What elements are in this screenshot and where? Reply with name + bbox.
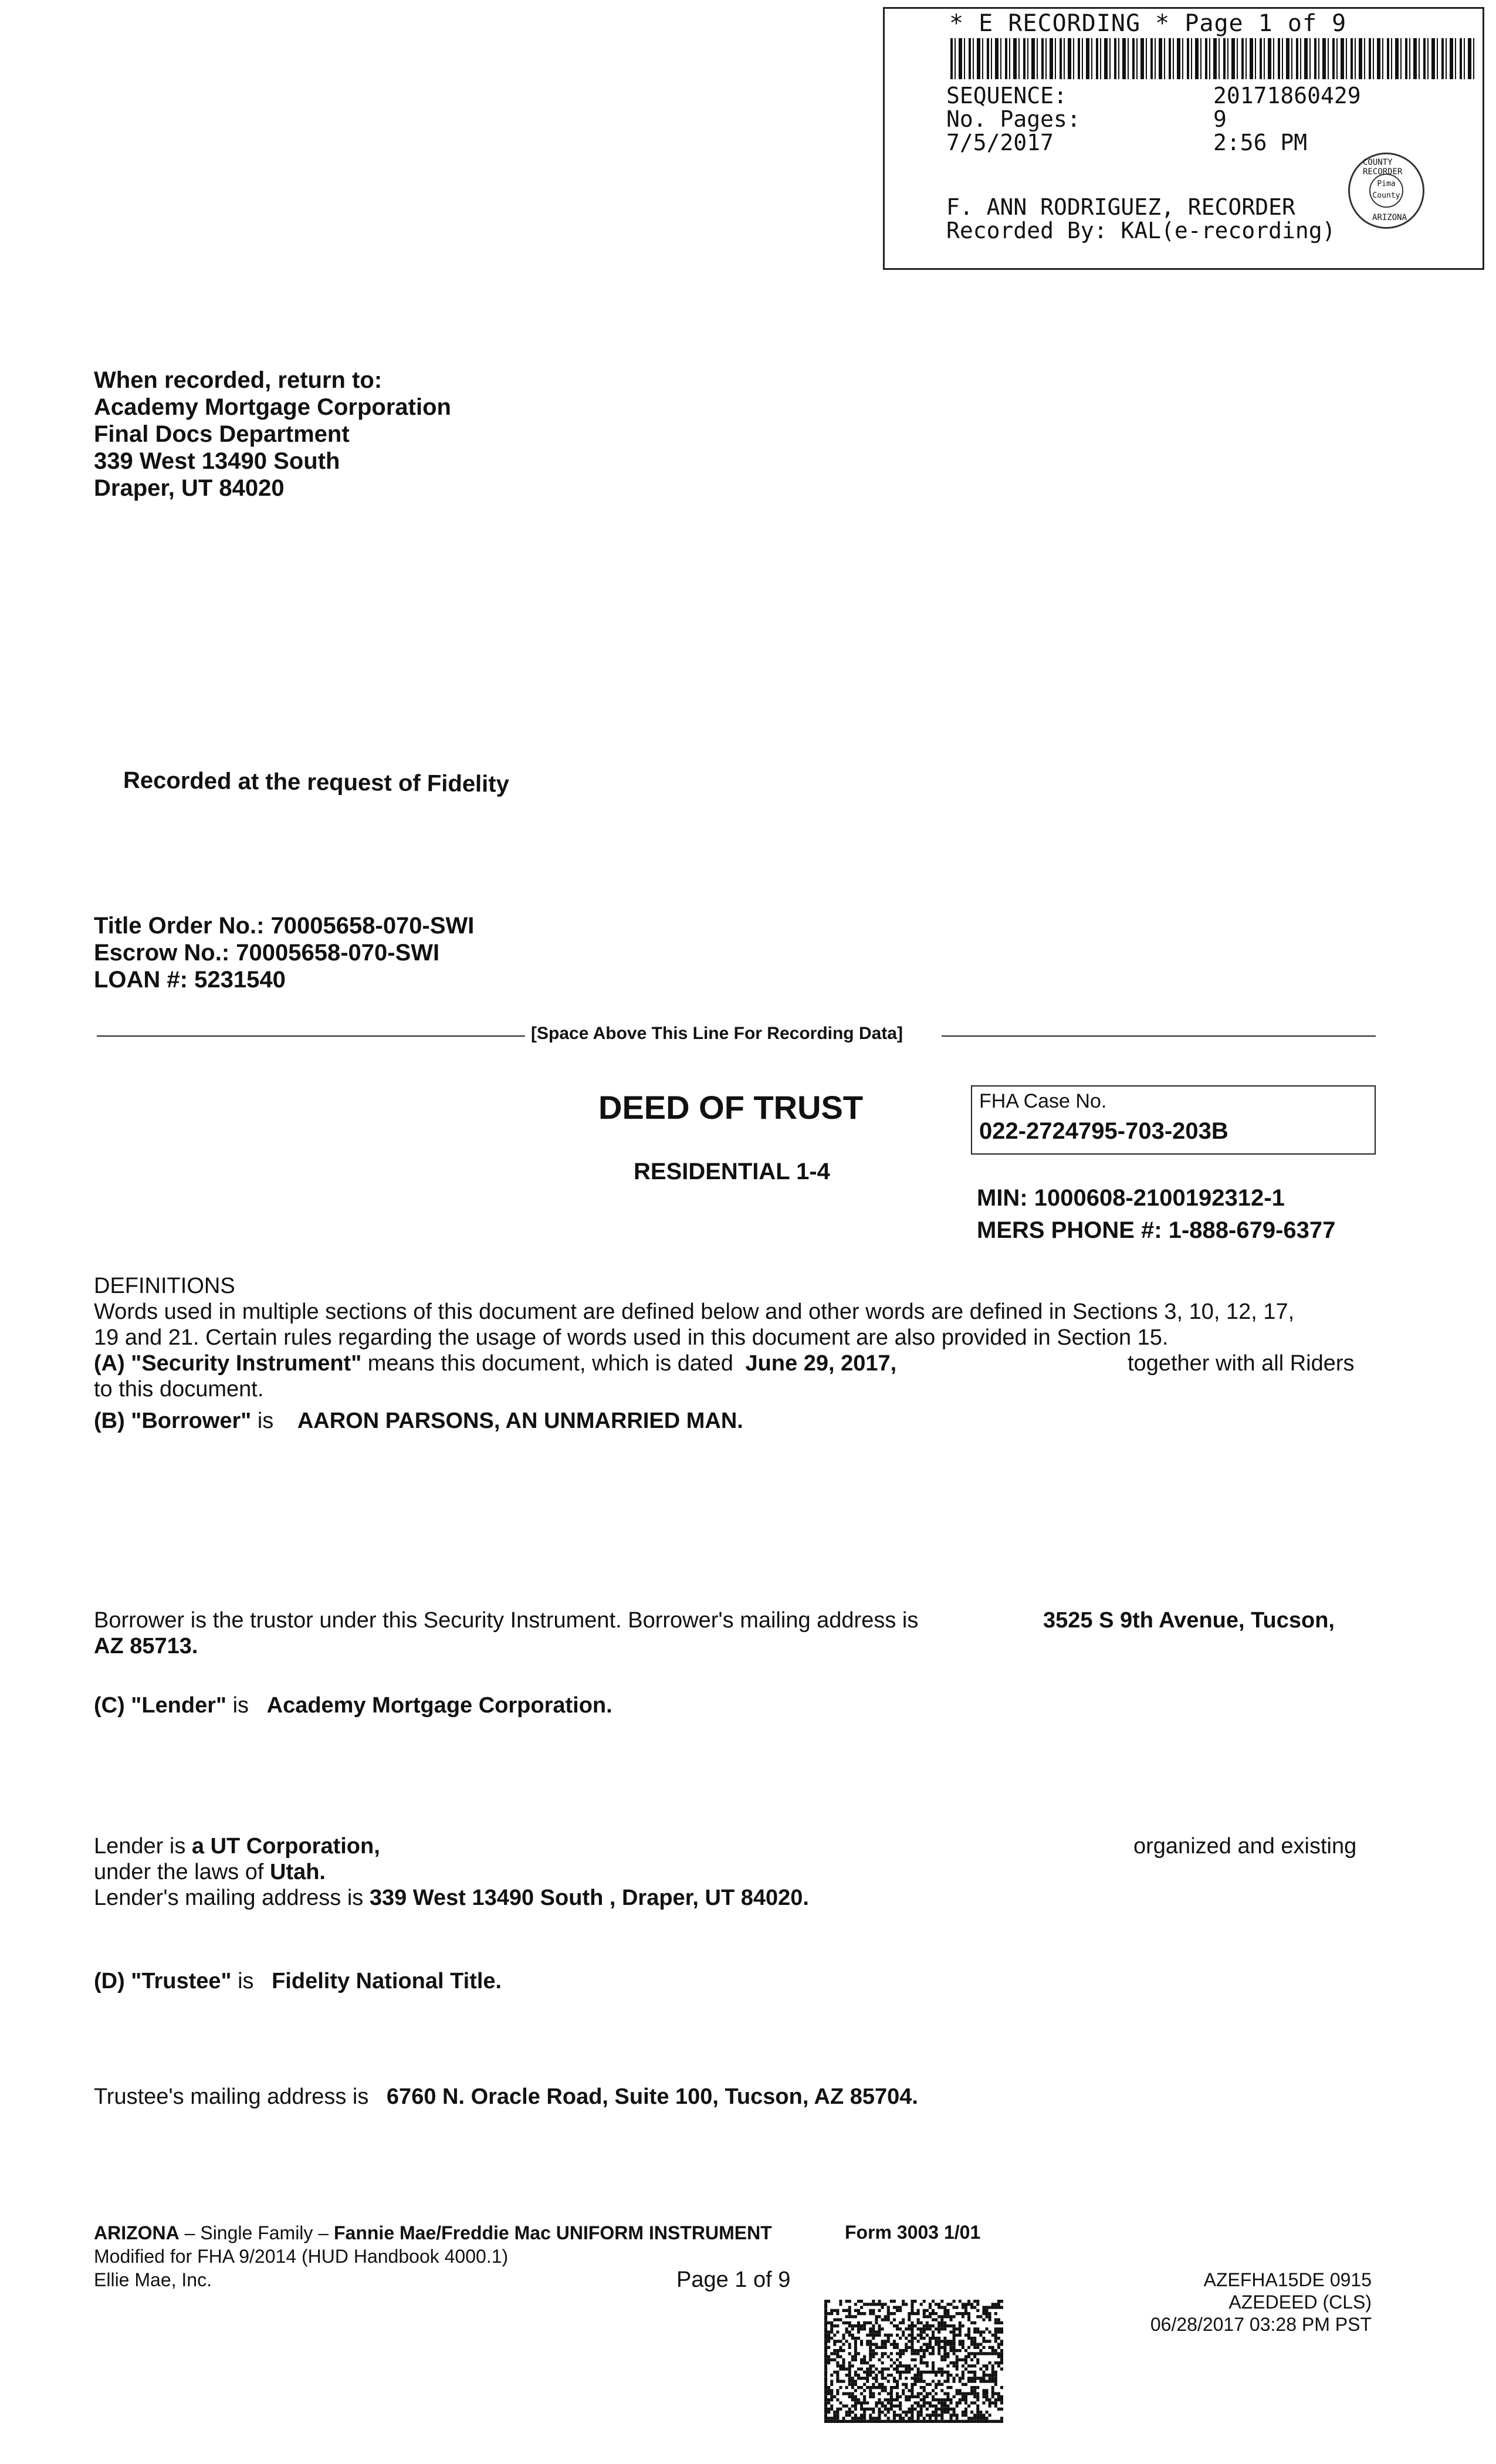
document-subtitle: RESIDENTIAL 1-4 bbox=[634, 1159, 830, 1184]
recorder-name: F. ANN RODRIGUEZ, RECORDER bbox=[946, 194, 1295, 220]
borrower-address-text: Borrower is the trustor under this Security Instrument. Borrower's mailing address is bbox=[94, 1608, 919, 1633]
title-order-no: Title Order No.: 70005658-070-SWI bbox=[94, 913, 475, 939]
recorded-request-stamp: Recorded at the request of Fidelity bbox=[123, 767, 510, 797]
escrow-no: Escrow No.: 70005658-070-SWI bbox=[94, 940, 440, 966]
definition-a bbox=[94, 1351, 896, 1376]
borrower-address-2: AZ 85713. bbox=[94, 1634, 198, 1659]
recorded-by: Recorded By: KAL(e-recording) bbox=[946, 218, 1336, 243]
definition-d-term: (D) "Trustee" bbox=[94, 1969, 232, 1993]
pages-label: No. Pages: bbox=[946, 106, 1081, 132]
min-number: MIN: 1000608-2100192312-1 bbox=[977, 1185, 1285, 1211]
order-info bbox=[94, 912, 474, 993]
lender-laws-line: under the laws of Utah. bbox=[94, 1860, 326, 1884]
return-to-label: When recorded, return to: bbox=[94, 367, 383, 393]
pages-value: 9 bbox=[1213, 106, 1227, 132]
return-company: Academy Mortgage Corporation bbox=[94, 394, 451, 420]
lender-address-line: Lender's mailing address is 339 West 13490 South , Draper, UT 84020. bbox=[94, 1886, 809, 1910]
separator-right bbox=[942, 1035, 1376, 1037]
record-date: 7/5/2017 bbox=[946, 130, 1054, 155]
definitions-heading: DEFINITIONS bbox=[94, 1274, 235, 1298]
definition-a-text: means this document, which is dated bbox=[367, 1351, 733, 1376]
record-time: 2:56 PM bbox=[1213, 130, 1308, 155]
definition-a-date: June 29, 2017, bbox=[745, 1351, 897, 1376]
datamatrix-barcode-icon bbox=[824, 2300, 1003, 2423]
return-dept: Final Docs Department bbox=[94, 421, 350, 447]
definition-b-term: (B) "Borrower" bbox=[94, 1409, 252, 1433]
loan-no: LOAN #: 5231540 bbox=[94, 967, 286, 993]
definition-d bbox=[94, 1968, 502, 1994]
footer-doc-codes: AZEFHA15DE 0915 AZEDEED (CLS) 06/28/2017 03:28 PM PST bbox=[1150, 2269, 1372, 2335]
return-address bbox=[94, 367, 451, 502]
definition-a-tail: together with all Riders bbox=[1128, 1351, 1355, 1376]
mers-phone: MERS PHONE #: 1-888-679-6377 bbox=[977, 1217, 1336, 1243]
lender-organized: organized and existing bbox=[1133, 1834, 1357, 1859]
lender-address: 339 West 13490 South , Draper, UT 84020. bbox=[369, 1886, 809, 1910]
lender-type: a UT Corporation, bbox=[191, 1834, 380, 1859]
lender-state: Utah. bbox=[269, 1860, 326, 1884]
definition-c-term: (C) "Lender" bbox=[94, 1693, 227, 1718]
stamp-header: * E RECORDING * Page 1 of 9 bbox=[949, 10, 1347, 37]
lender-type-line: Lender is a UT Corporation, bbox=[94, 1834, 380, 1859]
trustee-name: Fidelity National Title. bbox=[272, 1969, 502, 1993]
definition-d-is: is bbox=[238, 1969, 254, 1993]
footer-modified: Modified for FHA 9/2014 (HUD Handbook 4000.1) bbox=[94, 2246, 509, 2267]
fha-case-label: FHA Case No. bbox=[979, 1090, 1107, 1112]
trustee-address: 6760 N. Oracle Road, Suite 100, Tucson, AZ 85704. bbox=[386, 2084, 918, 2109]
definition-b bbox=[94, 1408, 743, 1434]
separator-left bbox=[97, 1035, 525, 1037]
definition-c bbox=[94, 1693, 612, 1718]
definitions-intro-2: 19 and 21. Certain rules regarding the usage of words used in this document are also provided in Section 15. bbox=[94, 1325, 1169, 1350]
definition-c-is: is bbox=[232, 1693, 249, 1718]
fha-case-value: 022-2724795-703-203B bbox=[979, 1118, 1228, 1144]
barcode-image bbox=[950, 38, 1474, 79]
return-city: Draper, UT 84020 bbox=[94, 475, 285, 501]
lender-name: Academy Mortgage Corporation. bbox=[266, 1693, 612, 1718]
trustee-address-line: Trustee's mailing address is 6760 N. Oracle Road, Suite 100, Tucson, AZ 85704. bbox=[94, 2084, 918, 2109]
space-above-note: [Space Above This Line For Recording Data] bbox=[531, 1024, 903, 1043]
footer-vendor: Ellie Mae, Inc. bbox=[94, 2269, 212, 2290]
recording-stamp bbox=[883, 7, 1484, 270]
county-seal-icon: COUNTY RECORDER Pima County ARIZONA bbox=[1348, 153, 1424, 229]
footer-form-line: ARIZONA – Single Family – Fannie Mae/Freddie Mac UNIFORM INSTRUMENT bbox=[94, 2222, 772, 2243]
borrower-address-1: 3525 S 9th Avenue, Tucson, bbox=[1043, 1608, 1335, 1633]
footer-form-number: Form 3003 1/01 bbox=[845, 2222, 981, 2243]
sequence-label: SEQUENCE: bbox=[946, 83, 1067, 109]
document-title: DEED OF TRUST bbox=[598, 1089, 864, 1126]
sequence-value: 20171860429 bbox=[1213, 83, 1361, 109]
borrower-name: AARON PARSONS, AN UNMARRIED MAN. bbox=[297, 1409, 743, 1433]
definition-a-line2: to this document. bbox=[94, 1377, 264, 1402]
definitions-intro-1: Words used in multiple sections of this document are defined below and other words are defined in Sections 3, 10, 12, 17, bbox=[94, 1299, 1295, 1324]
return-street: 339 West 13490 South bbox=[94, 448, 340, 474]
fha-case-box bbox=[971, 1085, 1376, 1155]
definition-b-is: is bbox=[257, 1409, 274, 1433]
page-number: Page 1 of 9 bbox=[676, 2267, 791, 2292]
definition-a-term: (A) "Security Instrument" bbox=[94, 1351, 362, 1376]
